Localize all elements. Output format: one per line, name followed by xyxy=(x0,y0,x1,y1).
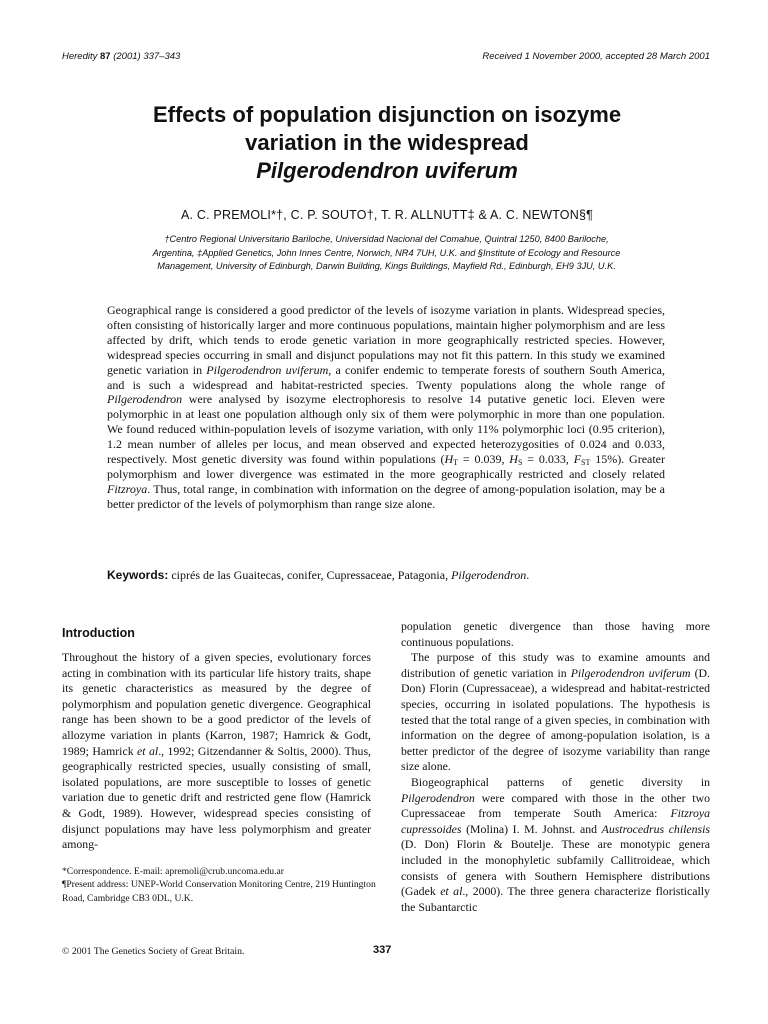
title-line-1: Effects of population disjunction on isozyme xyxy=(152,102,622,127)
affiliations xyxy=(100,233,673,274)
title-line-2: variation in the widespread xyxy=(245,130,529,155)
affiliation-line-1: †Centro Regional Universitario Bariloche, Universidad Nacional del Comahue, Quintral 1250, 8400 Bariloche, xyxy=(164,234,609,244)
section-heading-introduction: Introduction xyxy=(62,626,135,640)
keywords: Keywords: ciprés de las Guaitecas, conifer, Cupressaceae, Patagonia, Pilgerodendron. xyxy=(107,568,530,582)
copyright-notice: © 2001 The Genetics Society of Great Britain. xyxy=(62,946,245,957)
article-title xyxy=(62,101,712,185)
title-line-3: Pilgerodendron uviferum xyxy=(256,158,518,183)
paragraph: population genetic divergence than those having more continuous populations. xyxy=(401,619,710,649)
footnote-present-address: ¶Present address: UNEP-World Conservation Monitoring Centre, 219 Huntington Road, Cambridge CB3 0DL, U.K. xyxy=(62,879,376,904)
footnotes xyxy=(62,865,382,905)
author-list: A. C. PREMOLI*†, C. P. SOUTO†, T. R. ALLNUTT‡ & A. C. NEWTON§¶ xyxy=(180,208,594,222)
running-header-citation: Heredity 87 (2001) 337–343 xyxy=(62,51,181,62)
body-column-right xyxy=(401,619,710,915)
page-number: 337 xyxy=(373,944,392,956)
paragraph: Biogeographical patterns of genetic diversity in Pilgerodendron were compared with those in the other two Cupressaceae from temperate South America: Fitzroya cupressoides (Molina) I. M. Johnst. and Austrocedrus chilensis (D. Don) Florin & Boutelje. These are monotypic genera included in the monophyletic subfamily Callitroideae, which consists of genera with Southern Hemisphere distributions (Gadek et al., 2000). The three genera characterize floristically the Subantarctic xyxy=(401,774,710,914)
body-column-left xyxy=(62,650,371,853)
abstract: Geographical range is considered a good predictor of the levels of isozyme variation in plants. Widespread species, often consisting of historically larger and more continuous populations, maintain higher polymorphism and are less affected by drift, which tends to erode genetic variation in more geographically restricted species. However, widespread species occurring in small and disjunct populations may not fit this pattern. In this study we examined genetic variation in Pilgerodendron uviferum, a conifer endemic to temperate forests of southern South America, and is such a widespread and habitat-restricted species. Twenty populations along the whole range of Pilgerodendron were analysed by isozyme electrophoresis to resolve 14 putative genetic loci. Eleven were polymorphic in at least one population although only six of them were polymorphic in more than one population. We found reduced within-population levels of isozyme variation, with only 11% polymorphic loci (0.95 criterion), 1.2 mean number of alleles per locus, and mean observed and expected heterozygosities of 0.024 and 0.033, respectively. Most genetic diversity was found within populations ($H_T = 0.039$, $H_S = 0.033$, $F_{ST}$ 15%). Greater polymorphism and lower divergence was estimated in the more geographically restricted and closely related Fitzroya. Thus, total range, in combination with information on the degree of among-population isolation, may be a better predictor of the levels of polymorphism than range size alone. xyxy=(107,303,665,511)
keywords-label: Keywords: xyxy=(107,568,169,582)
footnote-correspondence: *Correspondence. E-mail: apremoli@crub.uncoma.edu.ar xyxy=(62,866,284,877)
paragraph: The purpose of this study was to examine amounts and distribution of genetic variation in Pilgerodendron uviferum (D. Don) Florin (Cupressaceae), a widespread and habitat-restricted species, occurring in isolated populations. The hypothesis is tested that the total range of a given species, in combination with information on the degree of among-population isolation, is a better predictor of the degree of isozyme variability than range size alone. xyxy=(401,650,710,774)
affiliation-line-3: Management, University of Edinburgh, Darwin Building, Kings Buildings, Mayfield Rd., Edinburgh, EH9 3JU, U.K. xyxy=(157,261,616,271)
paragraph: Throughout the history of a given species, evolutionary forces acting in combination with its particular life history traits, shape its genetic characteristics as measured by the degree of polymorphism and population genetic divergence. Geographical range has been shown to be a good predictor of the levels of allozyme variation in plants (Karron, 1987; Hamrick & Godt, 1989; Hamrick et al., 1992; Gitzendanner & Soltis, 2000). Thus, geographically restricted species, usually consisting of small, isolated populations, are more susceptible to losses of genetic variation due to genetic drift and restricted gene flow (Hamrick & Godt, 1989). However, widespread species consisting of disjunct populations may have less polymorphism and greater among- xyxy=(62,650,371,852)
affiliation-line-2: Argentina, ‡Applied Genetics, John Innes Centre, Norwich, NR4 7UH, U.K. and §Institute of Ecology and Resource xyxy=(152,247,621,258)
journal-volume: 87 xyxy=(100,51,111,62)
running-header-dates: Received 1 November 2000, accepted 28 March 2001 xyxy=(482,51,710,62)
